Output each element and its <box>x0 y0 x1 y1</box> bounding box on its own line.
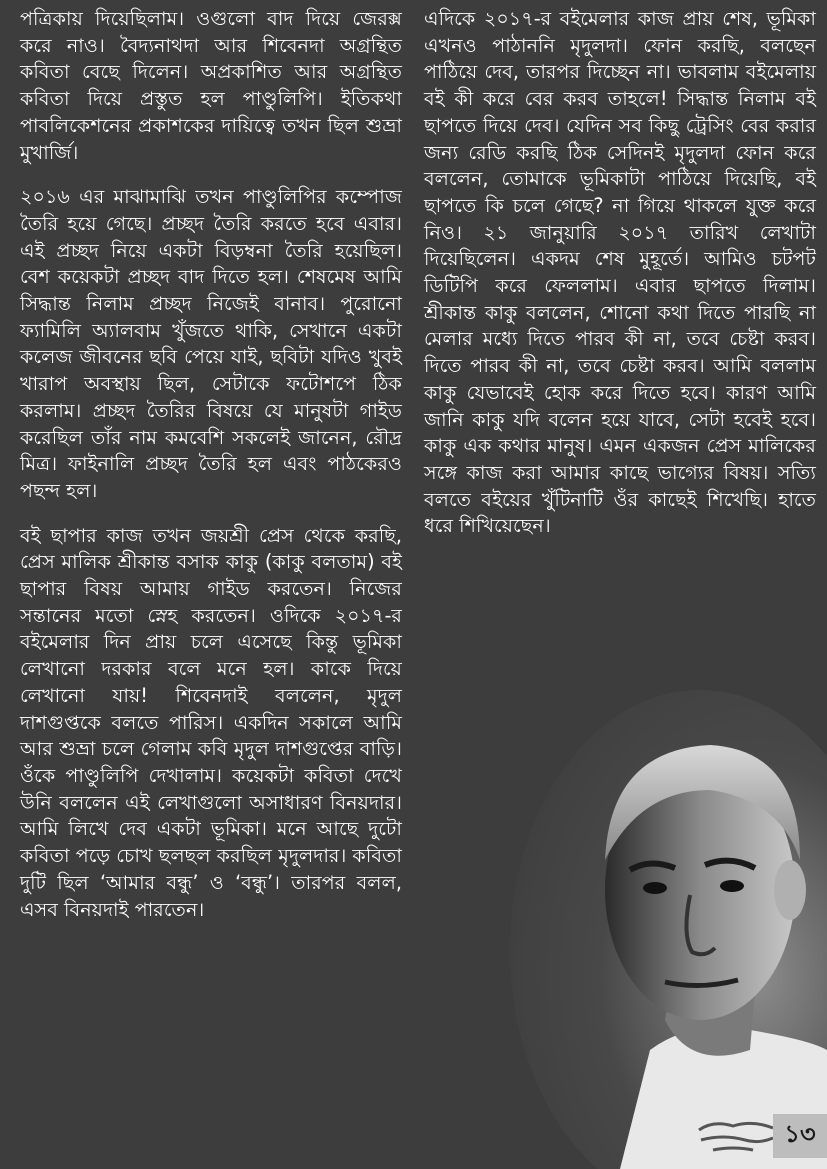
paragraph: এদিকে ২০১৭-র বইমেলার কাজ প্রায় শেষ, ভূমিকা এখনও পাঠাননি মৃদুলদা। ফোন করছি, বলছেন পাঠিয়ে দেব, তারপর দিচ্ছেন না। ভাবলাম বইমেলায় বই কী করে বের করব তাহলে! সিদ্ধান্ত নিলাম বই ছাপতে দিয়ে দেব। যেদিন সব কিছু ট্রেসিং বের করার জন্য রেডি করছি ঠিক সেদিনই মৃদুলদা ফোন করে বললেন, তোমাকে ভূমিকাটা পাঠিয়ে দিয়েছি, বই ছাপতে কি চলে গেছে? না গিয়ে থাকলে যুক্ত করে নিও। ২১ জানুয়ারি ২০১৭ তারিখ লেখাটা দিয়েছিলেন। একদম শেষ মুহূর্তে। আমিও চটপট ডিটিপি করে ফেললাম। এবার ছাপতে দিলাম। শ্রীকান্ত কাকু বললেন, শোনো কথা দিতে পারছি না মেলার মধ্যে দিতে পারব কী না, তবে চেষ্টা করব। দিতে পারব কী না, তবে চেষ্টা করব। আমি বললাম কাকু যেভাবেই হোক করে দিতে হবে। কারণ আমি জানি কাকু যদি বলেন হয়ে যাবে, সেটা হবেই হবে। কাকু এক কথার মানুষ। এমন একজন প্রেস মালিকের সঙ্গে কাজ করা আমার কাছে ভাগ্যের বিষয়। সত্যি বলতে বইয়ের খুঁটিনাটি ওঁর কাছেই শিখেছি। হাতে ধরে শিখিয়েছেন। <box>424 7 816 538</box>
portrait-photo <box>500 690 827 1169</box>
magazine-logo <box>693 1114 779 1158</box>
portrait-illustration <box>500 690 827 1169</box>
right-text-column <box>424 6 816 558</box>
logo-mark <box>693 1114 779 1158</box>
page-number: ১৩ <box>773 1114 827 1158</box>
paragraph: ২০১৬ এর মাঝামাঝি তখন পাণ্ডুলিপির কম্পোজ তৈরি হয়ে গেছে। প্রচ্ছদ তৈরি করতে হবে এবার। এই প্রচ্ছদ নিয়ে একটা বিড়ম্বনা তৈরি হয়েছিল। বেশ কয়েকটা প্রচ্ছদ বাদ দিতে হল। শেষমেষ আমি সিদ্ধান্ত নিলাম প্রচ্ছদ নিজেই বানাব। পুরোনো ফ্যামিলি অ্যালবাম খুঁজতে থাকি, সেখানে একটা কলেজ জীবনের ছবি পেয়ে যাই, ছবিটা যদিও খুবই খারাপ অবস্থায় ছিল, সেটাকে ফটোশপে ঠিক করলাম। প্রচ্ছদ তৈরির বিষয়ে যে মানুষটা গাইড করেছিল তাঁর নাম কমবেশি সকলেই জানেন, রৌদ্র মিত্র। ফাইনালি প্রচ্ছদ তৈরি হল এবং পাঠকেরও পছন্দ হল। <box>20 185 402 502</box>
paragraph: বই ছাপার কাজ তখন জয়শ্রী প্রেস থেকে করছি, প্রেস মালিক শ্রীকান্ত বসাক কাকু (কাকু বলতাম) বই ছাপার বিষয় আমায় গাইড করতেন। নিজের সন্তানের মতো স্নেহ করতেন। ওদিকে ২০১৭-র বইমেলার দিন প্রায় চলে এসেছে কিন্তু ভূমিকা লেখানো দরকার বলে মনে হল। কাকে দিয়ে লেখানো যায়! শিবেনদাই বললেন, মৃদুল দাশগুপ্তকে বলতে পারিস। একদিন সকালে আমি আর শুভ্রা চলে গেলাম কবি মৃদুল দাশগুপ্তের বাড়ি। ওঁকে পাণ্ডুলিপি দেখালাম। কয়েকটা কবিতা দেখে উনি বললেন এই লেখাগুলো অসাধারণ বিনয়দার। আমি লিখে দেব একটা ভূমিকা। মনে আছে দুটো কবিতা পড়ে চোখ ছলছল করছিল মৃদুলদার। কবিতা দুটি ছিল ‘আমার বন্ধু’ ও ‘বন্ধু’। তারপর বলল, এসব বিনয়দাই পারতেন। <box>20 523 402 921</box>
paragraph: পত্রিকায় দিয়েছিলাম। ওগুলো বাদ দিয়ে জেরক্স করে নাও। বৈদ্যনাথদা আর শিবেনদা অগ্রন্থিত কবিতা বেছে দিলেন। অপ্রকাশিত আর অগ্রন্থিত কবিতা দিয়ে প্রস্তুত হল পাণ্ডুলিপি। ইতিকথা পাবলিকেশনের প্রকাশকের দায়িত্বে তখন ছিল শুভ্রা মুখার্জি। <box>20 7 402 164</box>
left-text-column <box>20 6 402 941</box>
